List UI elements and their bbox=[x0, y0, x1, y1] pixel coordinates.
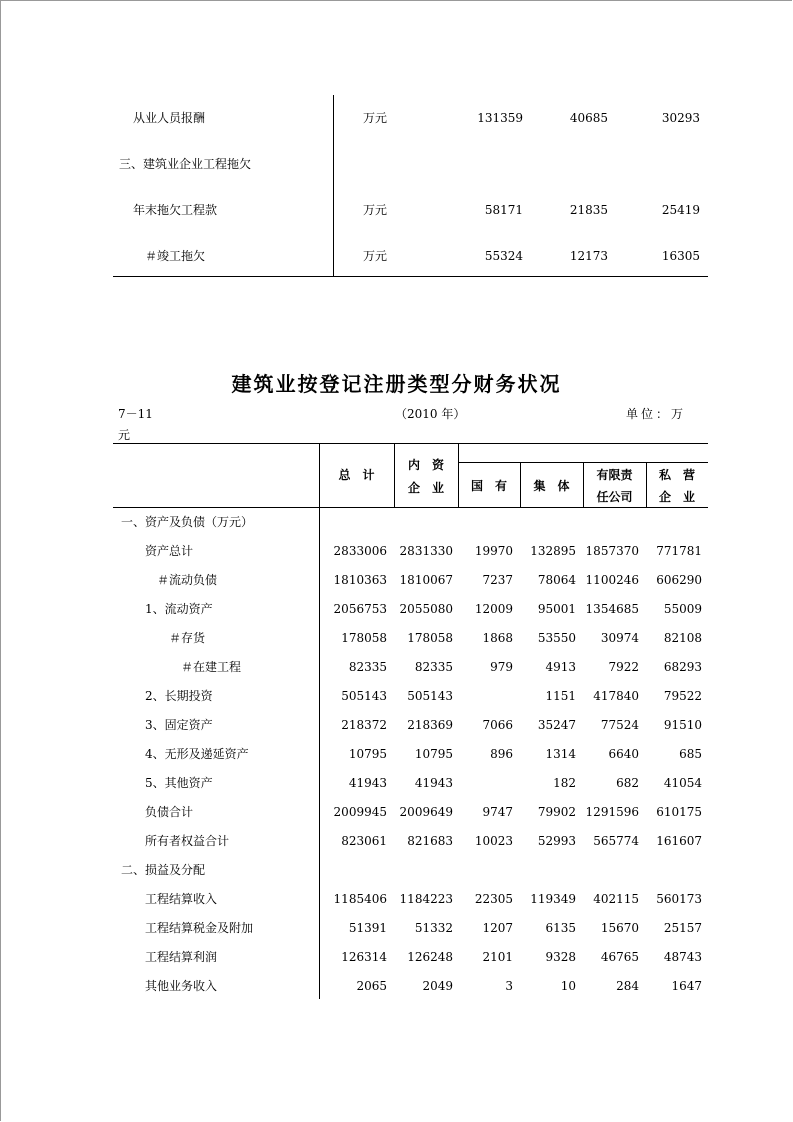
row-value: 402115 bbox=[593, 892, 639, 906]
table-row bbox=[113, 653, 708, 682]
row-value: 1647 bbox=[671, 979, 702, 993]
table-row bbox=[113, 508, 708, 537]
row-value: 12009 bbox=[474, 602, 513, 616]
row-value: 15670 bbox=[600, 921, 639, 935]
row-value: 1354685 bbox=[585, 602, 639, 616]
row-value: 46765 bbox=[600, 950, 639, 964]
row-value: 79902 bbox=[537, 805, 576, 819]
row-value: 1184223 bbox=[399, 892, 453, 906]
top-table bbox=[113, 95, 708, 279]
row-value: 10023 bbox=[474, 834, 513, 848]
row-value: 161607 bbox=[656, 834, 702, 848]
row-value: 16305 bbox=[661, 249, 700, 263]
row-unit: 万元 bbox=[363, 249, 388, 263]
table-row bbox=[113, 885, 708, 914]
row-value: 505143 bbox=[407, 689, 453, 703]
row-value: 52993 bbox=[537, 834, 576, 848]
row-value: 79522 bbox=[663, 689, 702, 703]
row-unit: 万元 bbox=[363, 111, 388, 125]
row-value: 1314 bbox=[545, 747, 576, 761]
header-domestic-line2: 企 业 bbox=[407, 481, 444, 495]
row-value: 40685 bbox=[569, 111, 608, 125]
row-value: 35247 bbox=[537, 718, 576, 732]
row-value: 178058 bbox=[341, 631, 387, 645]
row-value: 823061 bbox=[341, 834, 387, 848]
row-value: 82335 bbox=[414, 660, 453, 674]
table-row bbox=[113, 972, 708, 1001]
row-label: 从业人员报酬 bbox=[133, 111, 206, 125]
row-label: 负债合计 bbox=[145, 805, 194, 819]
row-value: 82108 bbox=[663, 631, 702, 645]
row-value: 55009 bbox=[663, 602, 702, 616]
row-value: 218369 bbox=[407, 718, 453, 732]
row-value: 3 bbox=[505, 979, 513, 993]
row-value: 95001 bbox=[537, 602, 576, 616]
table-row bbox=[113, 769, 708, 798]
row-value: 77524 bbox=[600, 718, 639, 732]
row-value: 41943 bbox=[414, 776, 453, 790]
row-value: 78064 bbox=[537, 573, 576, 587]
row-value: 2101 bbox=[482, 950, 513, 964]
row-value: 1207 bbox=[482, 921, 513, 935]
row-value: 218372 bbox=[341, 718, 387, 732]
table-row bbox=[113, 798, 708, 827]
row-label: 工程结算税金及附加 bbox=[145, 921, 254, 935]
row-value: 682 bbox=[616, 776, 639, 790]
header-private-line1: 私 营 bbox=[658, 468, 695, 482]
row-value: 12173 bbox=[569, 249, 608, 263]
row-value: 560173 bbox=[656, 892, 702, 906]
row-value: 21835 bbox=[569, 203, 608, 217]
table-row bbox=[113, 682, 708, 711]
row-value: 1100246 bbox=[585, 573, 639, 587]
row-label: 三、建筑业企业工程拖欠 bbox=[119, 157, 252, 171]
row-value: 1291596 bbox=[585, 805, 639, 819]
table-row bbox=[113, 233, 708, 279]
unit-label-wrap: 元 bbox=[118, 428, 131, 442]
row-unit: 万元 bbox=[363, 203, 388, 217]
row-value: 2049 bbox=[422, 979, 453, 993]
row-value: 417840 bbox=[593, 689, 639, 703]
table-year: （2010 年） bbox=[395, 407, 466, 421]
row-value: 19970 bbox=[474, 544, 513, 558]
row-value: 1857370 bbox=[585, 544, 639, 558]
row-value: 610175 bbox=[656, 805, 702, 819]
row-value: 2009945 bbox=[333, 805, 387, 819]
row-value: 2009649 bbox=[399, 805, 453, 819]
row-value: 979 bbox=[490, 660, 513, 674]
row-value: 22305 bbox=[474, 892, 513, 906]
row-label: 所有者权益合计 bbox=[145, 834, 230, 848]
row-value: 2831330 bbox=[399, 544, 453, 558]
row-value: 41943 bbox=[348, 776, 387, 790]
row-label: 工程结算利润 bbox=[145, 950, 218, 964]
row-value: 58171 bbox=[484, 203, 523, 217]
row-label: 4、无形及递延资产 bbox=[145, 747, 249, 761]
row-value: 1810363 bbox=[333, 573, 387, 587]
table-row bbox=[113, 914, 708, 943]
row-value: 25157 bbox=[663, 921, 702, 935]
row-value: 2833006 bbox=[333, 544, 387, 558]
header-ltd-line1: 有限责 bbox=[596, 468, 633, 482]
top-table-bottom-rule bbox=[113, 276, 708, 277]
row-label: ＃流动负债 bbox=[157, 573, 218, 587]
row-value: 9747 bbox=[482, 805, 513, 819]
row-value: 30293 bbox=[661, 111, 700, 125]
header-ltd-line2: 任公司 bbox=[596, 490, 633, 504]
row-value: 1151 bbox=[545, 689, 576, 703]
row-value: 2056753 bbox=[333, 602, 387, 616]
row-value: 126314 bbox=[341, 950, 387, 964]
table-number: 7－11 bbox=[118, 407, 153, 421]
row-value: 119349 bbox=[530, 892, 576, 906]
row-label: 一、资产及负债（万元） bbox=[121, 515, 254, 529]
table-row bbox=[113, 856, 708, 885]
row-value: 606290 bbox=[656, 573, 702, 587]
row-value: 41054 bbox=[663, 776, 702, 790]
row-label: 1、流动资产 bbox=[145, 602, 213, 616]
header-domestic-line1: 内 资 bbox=[407, 458, 444, 472]
row-label: 二、损益及分配 bbox=[121, 863, 206, 877]
row-label: ＃竣工拖欠 bbox=[145, 249, 206, 263]
table-row bbox=[113, 827, 708, 856]
table-row bbox=[113, 740, 708, 769]
row-value: 68293 bbox=[663, 660, 702, 674]
row-value: 82335 bbox=[348, 660, 387, 674]
row-value: 9328 bbox=[545, 950, 576, 964]
table-row bbox=[113, 711, 708, 740]
row-value: 7922 bbox=[608, 660, 639, 674]
table-row bbox=[113, 141, 708, 187]
row-value: 7066 bbox=[482, 718, 513, 732]
row-value: 1810067 bbox=[399, 573, 453, 587]
row-value: 896 bbox=[490, 747, 513, 761]
row-value: 505143 bbox=[341, 689, 387, 703]
table-row bbox=[113, 624, 708, 653]
row-label: 3、固定资产 bbox=[145, 718, 213, 732]
row-label: ＃在建工程 bbox=[181, 660, 242, 674]
row-value: 821683 bbox=[407, 834, 453, 848]
row-label: 年末拖欠工程款 bbox=[133, 203, 218, 217]
table-top-rule bbox=[113, 443, 708, 444]
row-label: 5、其他资产 bbox=[145, 776, 213, 790]
row-value: 182 bbox=[553, 776, 576, 790]
row-value: 685 bbox=[679, 747, 702, 761]
row-value: 10 bbox=[560, 979, 576, 993]
table-row bbox=[113, 187, 708, 233]
row-value: 7237 bbox=[482, 573, 513, 587]
row-value: 25419 bbox=[661, 203, 700, 217]
row-value: 53550 bbox=[537, 631, 576, 645]
row-value: 55324 bbox=[484, 249, 523, 263]
page-title: 建筑业按登记注册类型分财务状况 bbox=[231, 372, 562, 396]
row-value: 2065 bbox=[356, 979, 387, 993]
table-row bbox=[113, 943, 708, 972]
header-collective: 集 体 bbox=[533, 479, 570, 493]
header-total: 总 计 bbox=[338, 468, 375, 482]
unit-label: 单位：万 bbox=[626, 407, 687, 421]
row-value: 51391 bbox=[348, 921, 387, 935]
row-value: 91510 bbox=[663, 718, 702, 732]
table-row bbox=[113, 566, 708, 595]
row-value: 10795 bbox=[348, 747, 387, 761]
header-state: 国 有 bbox=[470, 479, 507, 493]
row-value: 48743 bbox=[663, 950, 702, 964]
row-value: 51332 bbox=[414, 921, 453, 935]
row-value: 2055080 bbox=[399, 602, 453, 616]
row-value: 178058 bbox=[407, 631, 453, 645]
row-value: 10795 bbox=[414, 747, 453, 761]
row-label: 资产总计 bbox=[145, 544, 194, 558]
row-value: 6135 bbox=[545, 921, 576, 935]
row-label: 工程结算收入 bbox=[145, 892, 218, 906]
table-row bbox=[113, 595, 708, 624]
row-value: 131359 bbox=[477, 111, 523, 125]
row-value: 132895 bbox=[530, 544, 576, 558]
row-value: 284 bbox=[616, 979, 639, 993]
row-value: 771781 bbox=[656, 544, 702, 558]
row-label: 2、长期投资 bbox=[145, 689, 213, 703]
row-value: 126248 bbox=[407, 950, 453, 964]
table-row bbox=[113, 95, 708, 141]
header-private-line2: 企 业 bbox=[658, 490, 695, 504]
row-label: 其他业务收入 bbox=[145, 979, 218, 993]
table-row bbox=[113, 537, 708, 566]
row-value: 1868 bbox=[482, 631, 513, 645]
row-label: ＃存货 bbox=[169, 631, 206, 645]
row-value: 565774 bbox=[593, 834, 639, 848]
row-value: 30974 bbox=[600, 631, 639, 645]
row-value: 4913 bbox=[545, 660, 576, 674]
row-value: 1185406 bbox=[333, 892, 387, 906]
row-value: 6640 bbox=[608, 747, 639, 761]
